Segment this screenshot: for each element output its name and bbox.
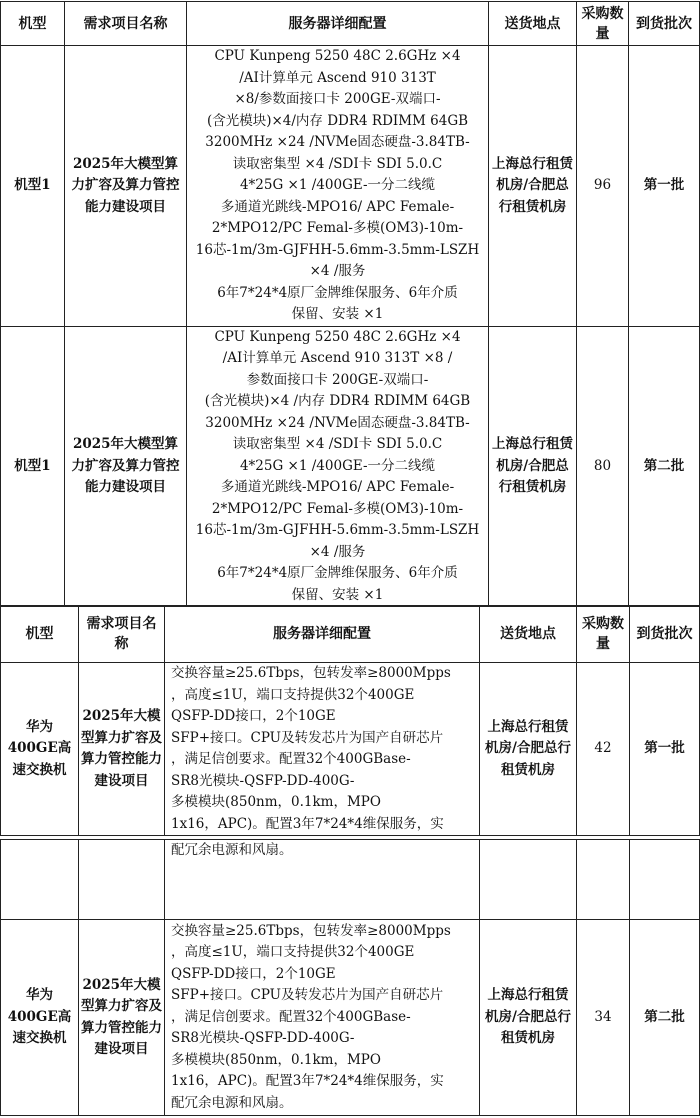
config-line: ，高度≤1U，端口支持提供32个400GE <box>171 944 415 961</box>
cell-project: 2025年大模型算力扩容及算力管控能力建设项目 <box>65 326 187 607</box>
config-line: 配冗余电源和风扇。 <box>171 842 293 858</box>
config-line: /AI计算单元 Ascend 910 313T ×8 / <box>222 350 453 366</box>
config-line: 2*MPO12/PC Femal-多模(OM3)-10m- <box>211 220 464 236</box>
header-qty: 采购数量 <box>577 606 630 663</box>
config-line: ×4 /服务 <box>309 543 366 560</box>
cell-project: 2025年大模型算力扩容及算力管控能力建设项目 <box>65 46 187 327</box>
header-model: 机型 <box>1 2 65 46</box>
header-config: 服务器详细配置 <box>187 2 489 46</box>
table-row <box>1 920 700 1116</box>
cell-empty <box>79 840 165 920</box>
config-line: SFP+接口。CPU及转发芯片为国产自研芯片 <box>171 729 444 746</box>
cell-location: 上海总行租赁机房/合肥总行租赁机房 <box>480 663 577 836</box>
header-qty: 采购数量 <box>577 2 629 46</box>
config-line: 6年7*24*4原厂金牌维保服务、6年介质 <box>217 565 458 581</box>
config-line: 读取密集型 ×4 /SDI卡 SDI 5.0.C <box>232 436 443 452</box>
cell-batch: 第二批 <box>629 326 700 607</box>
cell-empty <box>630 840 700 920</box>
config-line: 多模模块(850nm，0.1km，MPO <box>171 1051 381 1068</box>
config-line: 16芯-1m/3m-GJFHH-5.6mm-3.5mm-LSZH <box>195 241 480 258</box>
cell-model: 华为400GE高速交换机 <box>1 920 79 1116</box>
cell-config <box>187 46 489 327</box>
cell-model: 机型1 <box>1 326 65 607</box>
cell-config-continued <box>165 840 480 920</box>
continuation-row <box>1 840 700 920</box>
table-header-row <box>1 2 700 46</box>
config-line: 6年7*24*4原厂金牌维保服务、6年介质 <box>217 284 458 301</box>
cell-config <box>187 326 489 607</box>
config-line: 交换容量≥25.6Tbps，包转发率≥8000Mpps <box>171 665 451 681</box>
server-config-table-1 <box>0 1 700 607</box>
header-location: 送货地点 <box>489 2 577 46</box>
config-line: ×4 /服务 <box>309 263 366 279</box>
config-line: 2*MPO12/PC Femal-多模(OM3)-10m- <box>211 500 464 517</box>
switch-config-table-2 <box>0 839 700 1116</box>
cell-empty <box>577 840 630 920</box>
config-line: ，满足信创要求。配置32个400GBase- <box>171 1008 411 1025</box>
cell-location: 上海总行租赁机房/合肥总行租赁机房 <box>480 920 577 1116</box>
config-line: 保留、安装 ×1 <box>291 306 384 322</box>
cell-model: 华为400GE高速交换机 <box>1 663 79 836</box>
cell-empty <box>1 840 79 920</box>
cell-location: 上海总行租赁机房/合肥总行租赁机房 <box>489 326 577 607</box>
config-line: QSFP-DD接口，2个10GE <box>171 708 336 724</box>
config-line: 参数面接口卡 200GE-双端口- <box>246 371 429 388</box>
config-line: /AI计算单元 Ascend 910 313T <box>239 69 436 86</box>
cell-batch: 第二批 <box>630 920 700 1116</box>
table-row <box>1 663 700 836</box>
config-line: ×8/参数面接口卡 200GE-双端口- <box>234 91 441 107</box>
header-project: 需求项目名称 <box>79 606 165 663</box>
cell-config <box>165 663 480 836</box>
cell-project: 2025年大模型算力扩容及算力管控能力建设项目 <box>79 663 165 836</box>
config-line: SR8光模块-QSFP-DD-400G- <box>171 1030 355 1047</box>
config-line: ，高度≤1U，端口支持提供32个400GE <box>171 686 415 703</box>
header-batch: 到货批次 <box>630 606 700 663</box>
table-row <box>1 46 700 327</box>
cell-qty: 34 <box>577 920 630 1116</box>
cell-location: 上海总行租赁机房/合肥总行租赁机房 <box>489 46 577 327</box>
config-line: 保留、安装 ×1 <box>291 586 384 603</box>
cell-model: 机型1 <box>1 46 65 327</box>
config-line: 多通道光跳线-MPO16/ APC Female- <box>220 198 455 215</box>
config-line: 4*25G ×1 /400GE-一分二线缆 <box>239 457 436 474</box>
header-project: 需求项目名称 <box>65 2 187 46</box>
config-line: 16芯-1m/3m-GJFHH-5.6mm-3.5mm-LSZH <box>195 522 480 538</box>
header-batch: 到货批次 <box>629 2 700 46</box>
config-line: 多模模块(850nm，0.1km，MPO <box>171 794 381 810</box>
cell-project: 2025年大模型算力扩容及算力管控能力建设项目 <box>79 920 165 1116</box>
header-config: 服务器详细配置 <box>165 606 480 663</box>
config-line: (含光模块)×4 /内存 DDR4 RDIMM 64GB <box>204 393 471 409</box>
config-line: SR8光模块-QSFP-DD-400G- <box>171 772 355 789</box>
config-line: ，满足信创要求。配置32个400GBase- <box>171 751 411 767</box>
config-line: 4*25G ×1 /400GE-一分二线缆 <box>239 177 436 193</box>
table-row <box>1 326 700 607</box>
config-line: 3200MHz ×24 /NVMe固态硬盘-3.84TB- <box>205 414 470 431</box>
cell-config <box>165 920 480 1116</box>
table-header-row <box>1 606 700 663</box>
cell-batch: 第一批 <box>630 663 700 836</box>
switch-config-table-1 <box>0 605 700 836</box>
config-line: 读取密集型 ×4 /SDI卡 SDI 5.0.C <box>232 155 443 172</box>
config-line: 多通道光跳线-MPO16/ APC Female- <box>220 479 455 495</box>
cell-empty <box>480 840 577 920</box>
cell-batch: 第一批 <box>629 46 700 327</box>
header-location: 送货地点 <box>480 606 577 663</box>
config-line: 交换容量≥25.6Tbps，包转发率≥8000Mpps <box>171 922 451 939</box>
config-line: QSFP-DD接口，2个10GE <box>171 965 336 982</box>
config-line: CPU Kunpeng 5250 48C 2.6GHz ×4 <box>214 328 461 345</box>
config-line: SFP+接口。CPU及转发芯片为国产自研芯片 <box>171 987 444 1004</box>
config-line: 1x16，APC)。配置3年7*24*4维保服务，实 <box>171 1073 444 1090</box>
cell-qty: 96 <box>577 46 629 327</box>
config-line: 配冗余电源和风扇。 <box>171 1094 293 1111</box>
cell-qty: 80 <box>577 326 629 607</box>
config-line: 3200MHz ×24 /NVMe固态硬盘-3.84TB- <box>205 134 470 150</box>
config-line: 1x16，APC)。配置3年7*24*4维保服务，实 <box>171 815 444 832</box>
config-line: CPU Kunpeng 5250 48C 2.6GHz ×4 <box>214 48 461 64</box>
config-line: (含光模块)×4/内存 DDR4 RDIMM 64GB <box>206 112 469 129</box>
cell-qty: 42 <box>577 663 630 836</box>
header-model: 机型 <box>1 606 79 663</box>
